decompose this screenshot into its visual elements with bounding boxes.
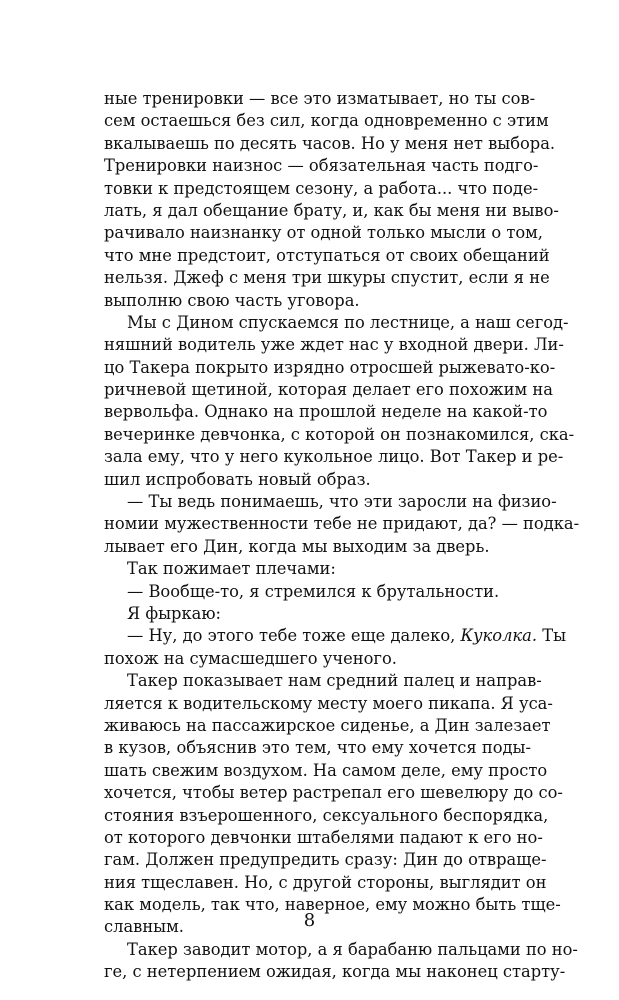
paragraph-start-line: Мы с Дином спускаемся по лестнице, а наш сегод- [127,312,569,332]
text-line: ния тщеславен. Но, с другой стороны, выглядит он [104,872,547,892]
dialogue-line: — Вообще-то, я стремился к брутальности. [127,581,500,601]
text-line: товки к предстоящем сезону, а работа... что поде- [104,178,539,198]
text-line: ные тренировки — все это изматывает, но ты сов- [104,89,536,108]
text-line: лать, я дал обещание брату, и, как бы меня ни выво- [104,200,559,220]
dialogue-text: — Ну, до этого тебе тоже еще далеко, [127,626,461,646]
text-line: от которого девчонки штабелями падают к его но- [104,827,543,847]
text-line: номии мужественности тебе не придают, да? — подка- [104,514,580,534]
text-line: вервольфа. Однако на прошлой неделе на какой-то [104,402,548,422]
text-line: выполню свою часть уговора. [104,290,360,310]
text-line: ричневой щетиной, которая делает его похожим на [104,380,553,400]
text-line: гам. Должен предупредить сразу: Дин до отвраще- [104,850,547,870]
text-line: рачивало наизнанку от одной только мысли о том, [104,223,543,243]
text-line: сем остаешься без сил, когда одновременно с этим [104,111,549,131]
text-line: хочется, чтобы ветер растрепал его шевелюру до со- [104,783,563,803]
text-line: в кузов, объяснив это тем, что ему хочется поды- [104,738,531,758]
text-line: нельзя. Джеф с меня три шкуры спустит, если я не [104,268,550,288]
paragraph-start-line: Такер показывает нам средний палец и направ- [127,671,542,691]
text-line: шил испробовать новый образ. [104,469,371,489]
paragraph-start-line: Так пожимает плечами: [127,559,336,579]
text-line: вечеринке девчонка, с которой он познакомился, ска- [104,424,575,444]
paragraph-start-line: Такер заводит мотор, а я барабаню пальцами по но- [127,939,578,959]
text-line: живаюсь на пассажирское сиденье, а Дин залезает [104,715,551,735]
paragraph-start-line: Я фыркаю: [127,603,221,623]
dialogue-line [104,625,567,647]
text-line: зала ему, что у него кукольное лицо. Вот Такер и ре- [104,447,564,467]
page-body [104,88,580,984]
text-line: как модель, так что, наверное, ему можно быть тще- [104,895,561,915]
text-line: цо Такера покрыто изрядно отросшей рыжевато-ко- [104,357,556,377]
text-line: ляется к водительскому месту моего пикапа. Я уса- [104,693,553,713]
page-number: 8 [303,910,316,931]
text-line: Тренировки наизнос — обязательная часть подго- [104,156,539,176]
text-line: славным. [104,917,184,937]
italic-nickname: Куколка. [460,626,538,646]
text-line: стояния взъерошенного, сексуального беспорядка, [104,805,549,825]
text-line: шать свежим воздухом. На самом деле, ему просто [104,760,548,780]
text-line: няшний водитель уже ждет нас у входной двери. Ли- [104,335,564,355]
text-line: похож на сумасшедшего ученого. [104,648,397,668]
text-line: что мне предстоит, отступаться от своих обещаний [104,245,550,265]
text-line: ге, с нетерпением ожидая, когда мы наконец старту- [104,962,566,982]
dialogue-text: Ты [537,626,567,646]
dialogue-line: — Ты ведь понимаешь, что эти заросли на физио- [127,492,557,512]
text-line: вкалываешь по десять часов. Но у меня нет выбора. [104,133,556,153]
text-line: лывает его Дин, когда мы выходим за дверь. [104,536,490,556]
